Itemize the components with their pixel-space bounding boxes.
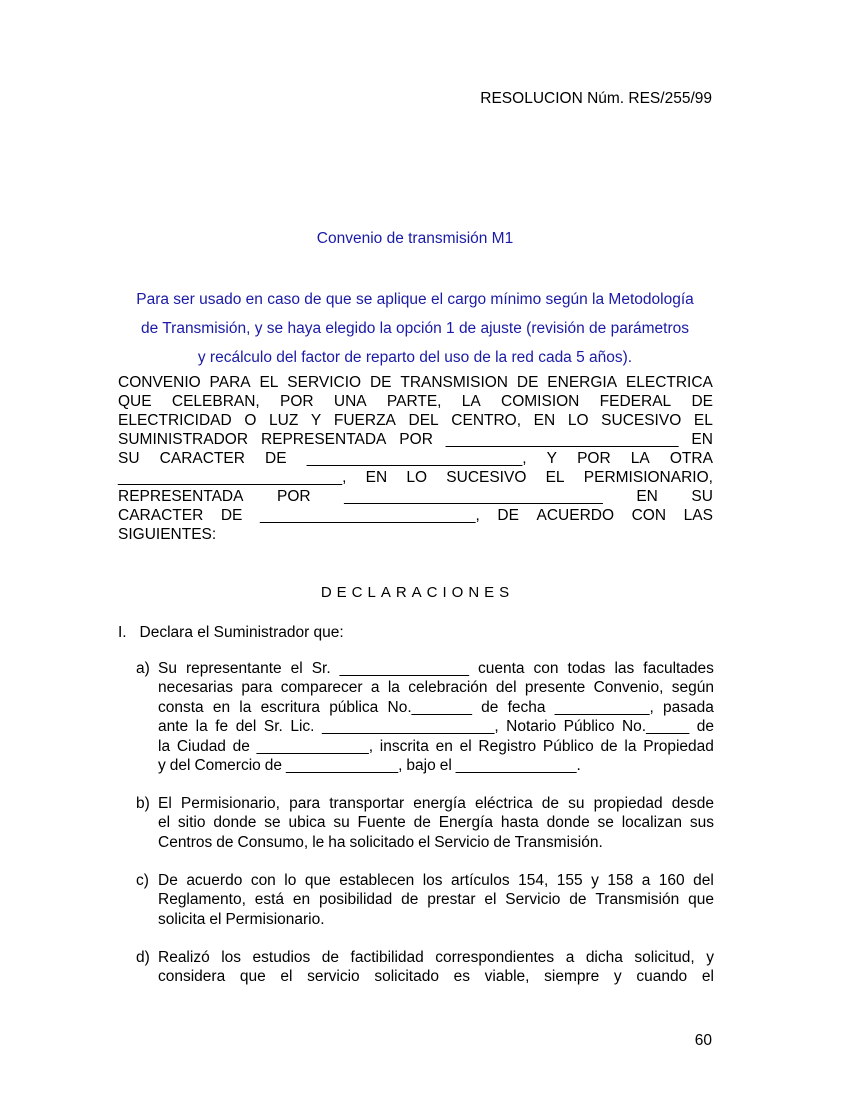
item-word: de (232, 737, 250, 755)
item-word: Convenio, (593, 679, 664, 697)
item-word: de (401, 891, 419, 909)
item-word: las (614, 660, 635, 677)
item-text (158, 794, 714, 852)
item-word: Realizó (158, 949, 210, 966)
declaration-item (136, 659, 714, 775)
item-word: se (597, 814, 614, 832)
item-word: 160 (658, 872, 685, 889)
item-line (158, 967, 714, 986)
item-word: con (250, 872, 276, 889)
item-word: posibilidad (319, 891, 393, 909)
preamble-word: DE (691, 393, 713, 410)
usage-note (115, 285, 715, 372)
item-word: prestar (427, 891, 476, 909)
document-title: Convenio de transmisión M1 (316, 230, 514, 247)
item-marker: a) (136, 660, 150, 677)
preamble-word: SUCESIVO (446, 469, 527, 486)
item-word: viable, (484, 968, 530, 986)
item-word: y (158, 756, 166, 774)
item-word: Público (563, 718, 615, 736)
preamble-line (118, 430, 713, 449)
item-word: hasta (500, 814, 539, 832)
preamble-word: O (244, 412, 257, 429)
preamble-word: EN (691, 431, 713, 448)
item-word: Lic. (290, 718, 315, 736)
item-word: y (591, 872, 599, 889)
item-word: que (688, 891, 714, 909)
preamble-word: CON (631, 507, 667, 524)
item-word: la (624, 737, 637, 755)
item-word: a (370, 679, 380, 697)
item-line (158, 948, 714, 967)
item-word: pública (329, 698, 379, 716)
preamble-word: Y (546, 450, 557, 467)
item-word: del (693, 872, 714, 889)
item-word: _______________ (339, 660, 469, 677)
item-word: y (706, 949, 714, 966)
item-line (158, 659, 714, 678)
item-word: donde (546, 814, 590, 832)
item-word: Comercio (194, 756, 261, 774)
item-word: el (459, 737, 472, 755)
item-word: a (565, 949, 575, 966)
item-word: cuando (636, 968, 688, 986)
preamble-word: SUCESIVO (601, 412, 682, 429)
item-word: el (290, 660, 303, 677)
preamble-word: POR (577, 450, 611, 467)
section-label: I. (118, 624, 127, 641)
item-word: inscrita (379, 737, 429, 755)
item-line (158, 910, 714, 929)
item-word: Permisionario, (180, 795, 280, 812)
preamble-line (118, 525, 713, 544)
item-word: su (333, 814, 350, 832)
preamble-line (118, 392, 713, 411)
item-word: Energía (438, 814, 494, 832)
preamble-line (118, 487, 713, 506)
preamble-word: LO (567, 412, 589, 429)
preamble-word: ______________________________ (344, 488, 603, 505)
item-word: _____________, (286, 756, 403, 774)
item-word: del (495, 679, 517, 697)
item-word: Servicio (434, 833, 490, 851)
preamble-word: LA (461, 393, 481, 410)
item-word: de (600, 737, 618, 755)
preamble-word: CONVENIO (118, 374, 201, 391)
preamble-word: TRANSMISION (400, 374, 509, 391)
preamble-line (118, 449, 713, 468)
preamble-word: PARTE, (386, 393, 442, 410)
item-word: considera (158, 968, 226, 986)
preamble-word: CARACTER (159, 450, 245, 467)
item-word: está (254, 891, 285, 909)
preamble-word: SERVICIO (287, 374, 362, 391)
item-word: 155 (556, 872, 583, 889)
item-word: establecen (339, 872, 415, 889)
resolution-header: RESOLUCION Núm. RES/255/99 (480, 90, 712, 107)
declaration-item (136, 871, 714, 929)
item-line (158, 717, 714, 736)
item-word: Notario (506, 718, 557, 736)
preamble-word: EL (259, 374, 279, 391)
item-word: Reglamento, (158, 891, 246, 909)
preamble-word: LUZ (269, 412, 299, 429)
declaration-item (136, 948, 714, 987)
item-word: los (422, 872, 443, 889)
item-line (158, 833, 714, 852)
item-word: comparecer (280, 679, 363, 697)
item-word: 158 (607, 872, 634, 889)
item-word: todas (567, 660, 606, 677)
item-word: del (235, 718, 257, 736)
item-word: ____________________, (321, 718, 499, 736)
item-word: el (439, 756, 452, 774)
preamble-line (118, 506, 713, 525)
preamble-word: COMISION (501, 393, 580, 410)
preamble-word: DE (516, 374, 539, 391)
item-word: donde (213, 814, 257, 832)
item-word: solicita (158, 910, 206, 928)
item-word: cuenta (477, 660, 525, 677)
preamble-word: PERMISIONARIO, (583, 469, 713, 486)
item-word: los (221, 949, 242, 966)
preamble-word: DE (265, 450, 287, 467)
item-word: correspondientes (435, 949, 555, 966)
usage-note-line: de Transmisión, y se haya elegido la opción 1 de ajuste (revisión de parámetros (141, 320, 689, 337)
item-word: su (568, 795, 585, 812)
item-line (158, 698, 714, 717)
item-word: se (264, 814, 281, 832)
preamble-word: CELEBRAN, (171, 393, 260, 410)
item-word: solicitud, (634, 949, 695, 966)
preamble-word: _________________________, (259, 507, 480, 524)
preamble-word: LAS (683, 507, 713, 524)
item-word: el (209, 910, 222, 928)
preamble-word: FUERZA (333, 412, 396, 429)
item-word: Sr. (263, 718, 283, 736)
item-word: ___________, (554, 698, 654, 716)
item-marker: d) (136, 949, 150, 966)
item-line (158, 756, 714, 775)
section-i (118, 624, 344, 642)
preamble-word: CENTRO, (451, 412, 522, 429)
item-word: que (239, 968, 266, 986)
preamble-word: ENERGIA (547, 374, 618, 391)
preamble-word: LO (406, 469, 428, 486)
preamble-word: EN (636, 488, 658, 505)
item-word: Propiedad (643, 737, 714, 755)
item-word: eléctrica (474, 795, 533, 812)
item-word: y (613, 968, 622, 986)
item-word: El (158, 795, 172, 812)
item-word: ha (328, 833, 346, 851)
item-word: que (304, 872, 331, 889)
item-word: la (158, 737, 171, 755)
item-line (158, 813, 714, 832)
item-word: necesarias (158, 679, 233, 697)
item-text (158, 659, 714, 775)
item-word: _____________, (256, 737, 374, 755)
item-word: ubica (288, 814, 326, 832)
preamble-word: DEL (408, 412, 439, 429)
item-word: Transmisión. (514, 833, 603, 851)
item-line (158, 678, 714, 697)
item-word: ante (158, 718, 189, 736)
item-word: en (292, 891, 311, 909)
item-word: sitio (177, 814, 206, 832)
item-word: para (241, 679, 273, 697)
preamble-word: Y (310, 412, 322, 429)
preamble-word: SU (118, 450, 140, 467)
preamble-word: OTRA (669, 450, 713, 467)
preamble-word: POR (277, 488, 311, 505)
item-word: factibilidad (350, 949, 424, 966)
item-word: Sr. (311, 660, 331, 677)
preamble-word: CARACTER (118, 507, 204, 524)
preamble-word: EN (365, 469, 388, 486)
item-word: el (418, 833, 431, 851)
item-word: servicio (307, 968, 360, 986)
item-word: fecha (507, 698, 546, 716)
item-word: Su (158, 660, 177, 677)
preamble-word: EN (533, 412, 556, 429)
item-word: bajo (406, 756, 436, 774)
item-word: acuerdo (186, 872, 243, 889)
item-word: No._____ (621, 718, 690, 736)
item-word: de (413, 814, 431, 832)
item-word: dicha (585, 949, 623, 966)
item-word: le (312, 833, 325, 851)
item-word: estudios (252, 949, 311, 966)
declaration-item (136, 794, 714, 852)
item-word: solicitado (349, 833, 415, 851)
preamble-word: REPRESENTADA (118, 488, 244, 505)
preamble-word: ACUERDO (536, 507, 615, 524)
preamble-word: DE (220, 507, 243, 524)
item-text (158, 871, 714, 929)
item-word: Centros (158, 833, 213, 851)
item-word: para (289, 795, 321, 812)
item-word: la (239, 698, 252, 716)
item-word: siempre (544, 968, 600, 986)
preamble-line (118, 468, 713, 487)
item-word: la (387, 679, 400, 697)
item-word: Transmisión (595, 891, 680, 909)
item-word: pasada (663, 698, 714, 716)
item-word: De (158, 872, 178, 889)
preamble-word: LA (630, 450, 650, 467)
item-word: es (453, 968, 470, 986)
item-word: energía (413, 795, 466, 812)
preamble-word: ELECTRICA (625, 374, 713, 391)
item-word: localizan (621, 814, 683, 832)
usage-note-line: Para ser usado en caso de que se aplique el cargo mínimo según la Metodología (136, 291, 694, 308)
section-text: Declara el Suministrador que: (139, 624, 344, 641)
preamble-word: FEDERAL (599, 393, 672, 410)
item-word: desde (671, 795, 714, 812)
usage-note-line: y recálculo del factor de reparto del uso de la red cada 5 años). (197, 349, 633, 366)
item-word: Permisionario. (225, 910, 325, 928)
item-word: el (484, 891, 497, 909)
preamble-word: SUMINISTRADOR (118, 431, 249, 448)
item-marker: b) (136, 795, 150, 812)
preamble-word: SIGUIENTES: (118, 526, 217, 543)
item-word: de (696, 718, 714, 736)
item-word: el (158, 814, 171, 832)
preamble-word: POR (399, 431, 433, 448)
item-word: 154, (518, 872, 549, 889)
preamble-word: EL (693, 412, 713, 429)
item-word: a (641, 872, 651, 889)
item-word: de (321, 949, 340, 966)
preamble-word: _________________________, (306, 450, 527, 467)
preamble-word: ___________________________ (445, 431, 679, 448)
item-line (158, 794, 714, 813)
item-word: Consumo, (237, 833, 309, 851)
item-word: No._______ (387, 698, 472, 716)
item-word: transportar (329, 795, 405, 812)
preamble-word: PARA (209, 374, 251, 391)
preamble-word: SU (691, 488, 713, 505)
item-word: escritura (260, 698, 320, 716)
item-word: Servicio (505, 891, 561, 909)
item-word: de (541, 795, 560, 812)
item-word: de (481, 698, 499, 716)
preamble-word: REPRESENTADA (260, 431, 387, 448)
item-word: de (264, 756, 283, 774)
item-word: de (216, 833, 234, 851)
item-marker: c) (136, 872, 149, 889)
preamble-word: POR (280, 393, 314, 410)
item-word: solicitado (374, 968, 439, 986)
item-text (158, 948, 714, 987)
preamble-word: DE (369, 374, 392, 391)
item-line (158, 737, 714, 756)
item-line (158, 871, 714, 890)
preamble-word: UNA (333, 393, 367, 410)
preamble-line (118, 411, 713, 430)
item-word: del (169, 756, 191, 774)
item-word: el (701, 968, 714, 986)
item-word: presente (524, 679, 586, 697)
preamble-word: DE (497, 507, 519, 524)
item-word: según (671, 679, 714, 697)
item-word: Público (542, 737, 594, 755)
preamble-word: __________________________, (118, 469, 347, 486)
preamble-word: QUE (118, 393, 152, 410)
item-word: representante (185, 660, 282, 677)
item-word: facultades (643, 660, 714, 677)
item-word: de (569, 891, 587, 909)
item-word: Fuente (357, 814, 406, 832)
item-word: Registro (478, 737, 537, 755)
item-line (158, 890, 714, 909)
item-word: el (280, 968, 293, 986)
item-word: de (493, 833, 511, 851)
item-word: Ciudad (176, 737, 226, 755)
item-word: la (195, 718, 208, 736)
preamble-word: EL (545, 469, 565, 486)
item-word: con (533, 660, 559, 677)
item-word: en (435, 737, 453, 755)
item-word: celebración (408, 679, 488, 697)
item-word: fe (215, 718, 229, 736)
item-word: propiedad (593, 795, 663, 812)
item-word: en (212, 698, 231, 716)
declarations-heading: DECLARACIONES (320, 584, 515, 601)
item-word: sus (689, 814, 714, 832)
preamble-word: ELECTRICIDAD (118, 412, 232, 429)
item-word: artículos (451, 872, 510, 889)
item-word: ______________. (455, 756, 581, 774)
item-word: consta (158, 698, 204, 716)
item-word: lo (284, 872, 297, 889)
page-number: 60 (694, 1032, 712, 1049)
preamble-line (118, 373, 713, 392)
